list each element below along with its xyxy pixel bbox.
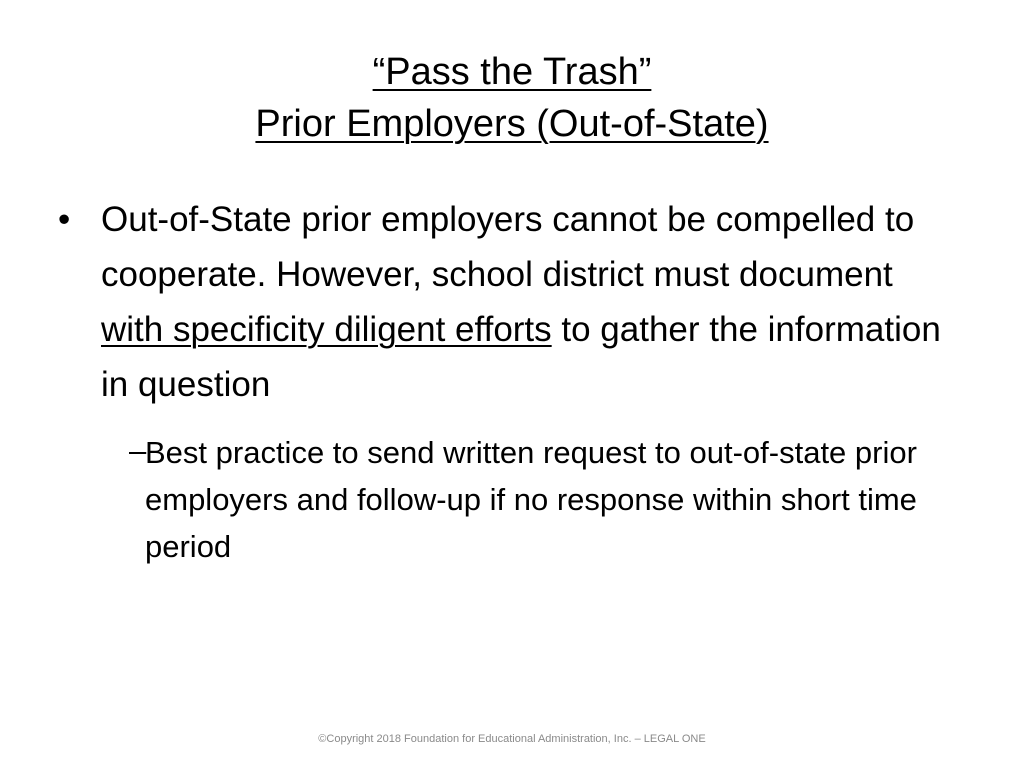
bullet-emphasis: with specificity diligent efforts: [101, 310, 552, 349]
sub-bullet-marker: –: [129, 433, 147, 468]
title-line-1: “Pass the Trash”: [372, 51, 652, 93]
bullet-item: [56, 192, 956, 412]
bullet-text-start: Out-of-State prior employers cannot be compelled to cooperate. However, school district must document: [101, 200, 915, 294]
slide-body: [56, 192, 956, 570]
sub-bullet-item: [101, 429, 956, 570]
sub-bullet-text: Best practice to send written request to out-of-state prior employers and follow-up if no response within short time period: [145, 435, 917, 564]
bullet-marker: •: [58, 200, 71, 239]
copyright-footer: ©Copyright 2018 Foundation for Educational Administration, Inc. – LEGAL ONE: [318, 733, 706, 745]
title-line-2: Prior Employers (Out-of-State): [255, 103, 769, 145]
bullet-text-end: to gather the information in question: [101, 310, 941, 404]
slide-title: [60, 46, 964, 150]
